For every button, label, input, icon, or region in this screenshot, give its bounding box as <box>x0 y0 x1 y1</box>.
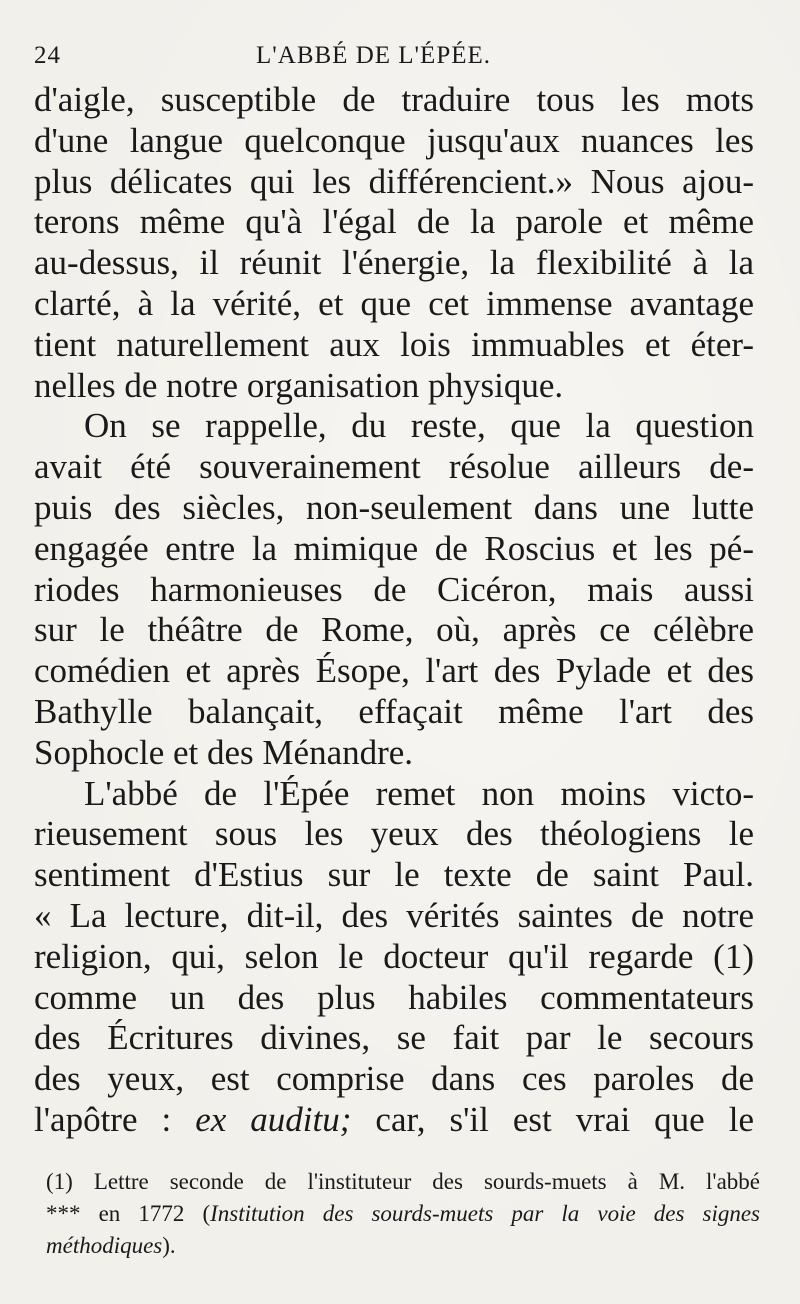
text-line: terons même qu'à l'égal de la parole et même <box>34 202 754 242</box>
body-text <box>34 80 754 1141</box>
text-line: rieusement sous les yeux des théologiens le <box>34 814 754 854</box>
text-line: des Écritures divines, se fait par le secours <box>34 1018 754 1058</box>
text-line: Bathylle balançait, effaçait même l'art des <box>34 691 754 731</box>
footnote <box>46 1166 760 1262</box>
text-line: engagée entre la mimique de Roscius et les pé- <box>34 528 754 568</box>
text-line: riodes harmonieuses de Cicéron, mais aussi <box>34 569 754 609</box>
text-line: On se rappelle, du reste, que la question <box>84 406 754 446</box>
text-line <box>34 1100 754 1141</box>
text-line: L'abbé de l'Épée remet non moins victo- <box>84 773 754 813</box>
text-line: tient naturellement aux lois immuables et éter- <box>34 324 754 364</box>
footnote-line <box>46 1198 760 1230</box>
text-segment: l'apôtre : <box>34 1099 196 1139</box>
footnote-title: Institution des sourds-muets par la voie des signes <box>210 1201 760 1226</box>
text-line: sur le théâtre de Rome, où, après ce célèbre <box>34 610 754 650</box>
text-line: « La lecture, dit-il, des vérités saintes de notre <box>34 895 754 935</box>
running-title: L'ABBÉ DE L'ÉPÉE. <box>256 42 492 69</box>
page-header <box>34 42 524 78</box>
footnote-line: (1) Lettre seconde de l'instituteur des sourds-muets à M. l'abbé <box>46 1169 760 1194</box>
footnote-title: méthodiques <box>46 1233 163 1258</box>
text-line: comme un des plus habiles commentateurs <box>34 977 754 1017</box>
text-line: d'aigle, susceptible de traduire tous les mots <box>34 80 754 119</box>
footnote-segment: *** en 1772 ( <box>46 1201 211 1226</box>
text-line: des yeux, est comprise dans ces paroles de <box>34 1059 754 1099</box>
text-line: puis des siècles, non-seulement dans une lutte <box>34 487 754 527</box>
text-line: comédien et après Ésope, l'art des Pylade et des <box>34 651 754 691</box>
text-segment: car, s'il est vrai que le <box>351 1099 754 1139</box>
text-line: sentiment d'Estius sur le texte de saint Paul. <box>34 855 754 895</box>
text-line: nelles de notre organisation physique. <box>34 365 564 405</box>
text-line: religion, qui, selon le docteur qu'il regarde (1) <box>34 936 754 976</box>
text-line: d'une langue quelconque jusqu'aux nuances les <box>34 120 754 160</box>
text-line: Sophocle et des Ménandre. <box>34 732 414 772</box>
text-line: au-dessus, il réunit l'énergie, la flexibilité à la <box>34 243 754 283</box>
footnote-line <box>46 1230 760 1262</box>
text-line: avait été souverainement résolue ailleurs de- <box>34 447 754 487</box>
text-line: clarté, à la vérité, et que cet immense avantage <box>34 283 754 323</box>
text-line: plus délicates qui les différencient.» Nous ajou- <box>34 161 754 201</box>
page-number: 24 <box>34 42 61 69</box>
footnote-segment: ). <box>162 1233 176 1258</box>
latin-quote: ex auditu; <box>195 1099 352 1139</box>
